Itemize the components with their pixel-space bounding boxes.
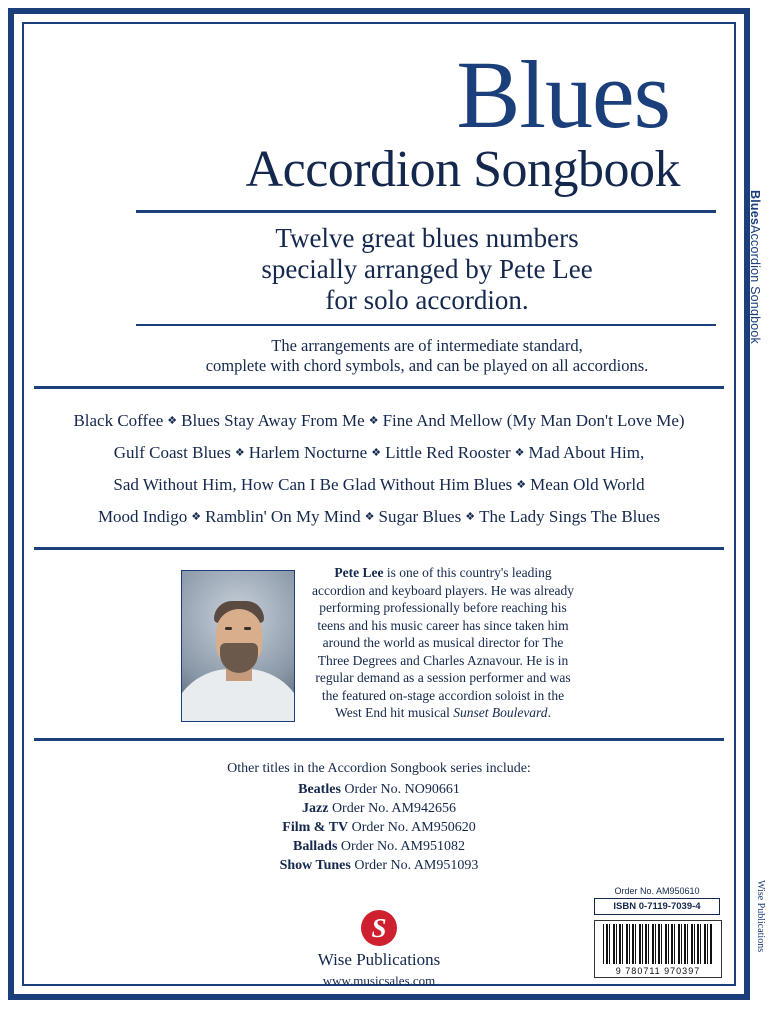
publisher-block	[34, 910, 724, 989]
song-title: Mad About Him,	[528, 443, 645, 462]
other-title-name: Beatles	[298, 782, 341, 797]
title-block	[34, 32, 724, 198]
cover-blurb	[34, 223, 724, 316]
other-title-item	[34, 818, 724, 837]
song-title: Harlem Nocturne	[248, 443, 368, 462]
other-title-order: Order No. NO90661	[344, 782, 460, 797]
song-title: Ramblin' On My Mind	[205, 507, 361, 526]
author-bio-body: is one of this country's leading accordion and keyboard players. He was already performing professionally before reaching his teens and his music career has since taken him around the world as musical director for The Three Degrees and Charles Aznavour. He is in regular demand as a session performer and was the featured on-stage accordion soloist in the West End hit musical	[311, 565, 574, 720]
song-line	[34, 469, 724, 501]
cover-content	[34, 32, 724, 988]
song-title: Black Coffee	[73, 411, 164, 430]
order-number: Order No. AM950610	[614, 886, 700, 896]
spine-title-bold: Blues	[748, 190, 762, 226]
divider-1	[136, 210, 716, 213]
page-subtitle: Accordion Songbook	[245, 141, 680, 198]
other-title-order: Order No. AM951082	[340, 839, 465, 854]
other-title-order: Order No. AM942656	[331, 801, 456, 816]
author-photo	[181, 570, 295, 722]
spine-title-rest: Accordion Songbook	[748, 225, 762, 345]
blurb-line-3: for solo accordion.	[325, 285, 529, 315]
song-title: Gulf Coast Blues	[113, 443, 231, 462]
wise-publications-logo	[361, 910, 397, 946]
author-bio	[34, 564, 724, 722]
divider-4	[34, 547, 724, 550]
publisher-name: Wise Publications	[317, 950, 441, 969]
other-title-name: Ballads	[293, 839, 338, 854]
blurb-line-2: specially arranged by Pete Lee	[261, 254, 593, 284]
diamond-icon: ❖	[516, 479, 527, 491]
song-line	[34, 501, 724, 533]
subblurb-line-1: The arrangements are of intermediate standard,	[271, 336, 583, 355]
diamond-icon: ❖	[191, 511, 202, 523]
diamond-icon: ❖	[465, 511, 476, 523]
other-title-item	[34, 856, 724, 875]
diamond-icon: ❖	[364, 511, 375, 523]
other-titles-list	[34, 759, 724, 875]
barcode-digits: 9 780711 970397	[615, 966, 701, 976]
song-list	[34, 405, 724, 533]
song-title: Mood Indigo	[97, 507, 188, 526]
other-title-order: Order No. AM951093	[354, 858, 479, 873]
diamond-icon: ❖	[368, 415, 379, 427]
spine-publisher: Wise Publications	[755, 880, 766, 953]
other-titles-heading: Other titles in the Accordion Songbook series include:	[227, 761, 531, 776]
song-title: Sugar Blues	[378, 507, 462, 526]
divider-2	[136, 324, 716, 326]
divider-3	[34, 386, 724, 389]
blurb-line-1: Twelve great blues numbers	[275, 223, 579, 253]
song-title: The Lady Sings The Blues	[479, 507, 661, 526]
song-title: Sad Without Him, How Can I Be Glad Without Him Blues	[113, 475, 513, 494]
song-line	[34, 405, 724, 437]
musical-title: Sunset Boulevard	[453, 705, 548, 720]
publisher-url[interactable]: www.musicsales.com	[322, 973, 436, 988]
cover-subblurb	[34, 336, 724, 376]
other-title-item	[34, 799, 724, 818]
other-title-name: Show Tunes	[279, 858, 351, 873]
divider-5	[34, 738, 724, 741]
diamond-icon: ❖	[167, 415, 178, 427]
subblurb-line-2: complete with chord symbols, and can be played on all accordions.	[205, 356, 649, 375]
author-bio-end: .	[547, 705, 551, 720]
other-title-name: Jazz	[302, 801, 329, 816]
other-title-name: Film & TV	[282, 820, 349, 835]
song-title: Little Red Rooster	[385, 443, 511, 462]
song-title: Blues Stay Away From Me	[181, 411, 365, 430]
spine-title	[742, 190, 768, 610]
logo-letter: S	[371, 913, 387, 943]
author-bio-text	[309, 564, 577, 722]
other-title-item	[34, 837, 724, 856]
isbn: ISBN 0-7119-7039-4	[594, 898, 720, 915]
diamond-icon: ❖	[514, 447, 525, 459]
song-title: Mean Old World	[530, 475, 645, 494]
diamond-icon: ❖	[371, 447, 382, 459]
song-line	[34, 437, 724, 469]
page-title: Blues	[456, 41, 670, 148]
other-title-order: Order No. AM950620	[351, 820, 476, 835]
author-name: Pete Lee	[334, 565, 384, 580]
other-title-item	[34, 780, 724, 799]
diamond-icon: ❖	[234, 447, 245, 459]
song-title: Fine And Mellow (My Man Don't Love Me)	[382, 411, 685, 430]
